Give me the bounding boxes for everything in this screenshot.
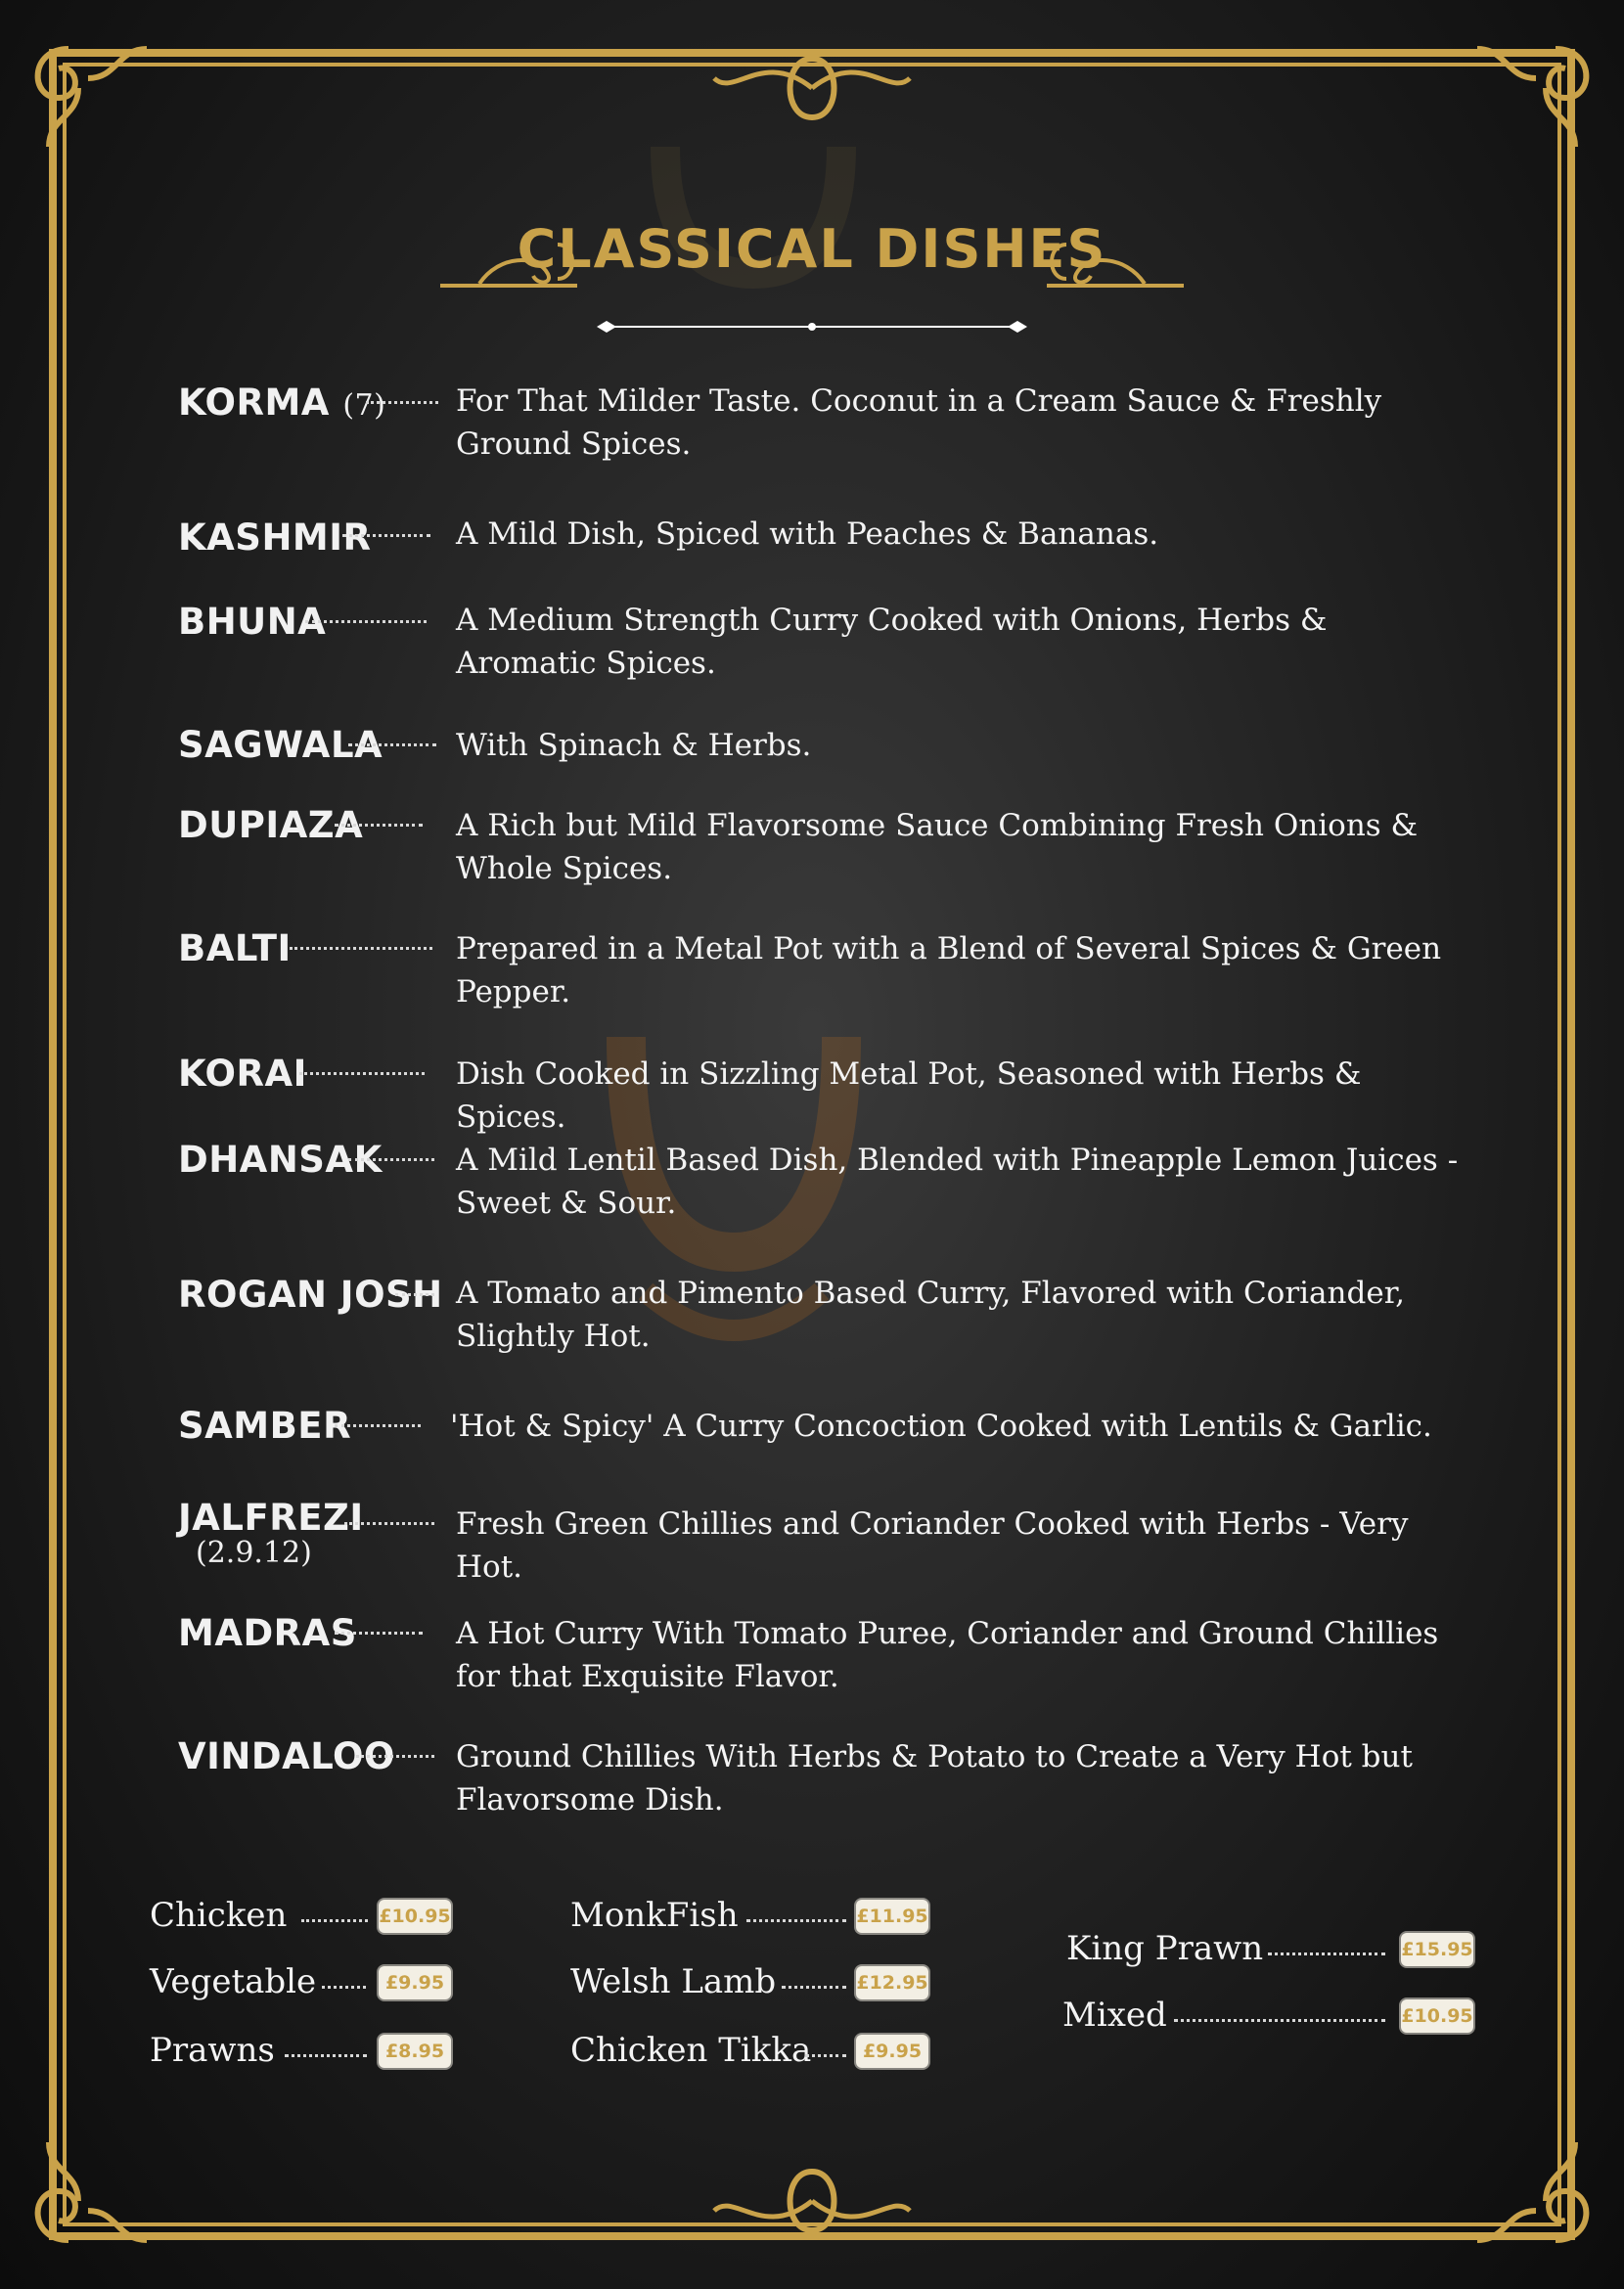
dish-name: SAGWALA <box>178 724 383 766</box>
dot-leader <box>348 1158 434 1161</box>
price-badge: £15.95 <box>1401 1933 1473 1966</box>
dot-leader <box>782 1986 846 1989</box>
corner-flourish-bottom-right <box>1467 2132 1604 2269</box>
bottom-center-flourish <box>704 2142 920 2250</box>
dish-name: JALFREZI <box>178 1497 364 1539</box>
price-item-king-prawn <box>1066 1929 1477 1978</box>
dot-leader <box>366 401 438 404</box>
dish-description: With Spinach & Herbs. <box>456 728 812 763</box>
price-item-chicken-tikka <box>570 2031 934 2080</box>
page-title: CLASSICAL DISHES <box>517 218 1107 280</box>
price-badge: £9.95 <box>379 1966 451 1999</box>
dish-name: BALTI <box>178 927 292 969</box>
price-badge: £10.95 <box>379 1900 451 1933</box>
price-label: Welsh Lamb <box>570 1962 777 2001</box>
dot-leader <box>335 1632 423 1635</box>
price-badge: £8.95 <box>379 2035 451 2068</box>
top-center-flourish <box>704 39 920 147</box>
corner-flourish-bottom-left <box>20 2132 157 2269</box>
dish-name: DHANSAK <box>178 1139 383 1181</box>
dish-description: A Hot Curry With Tomato Puree, Coriander and Ground Chillies for that Exquisite Flavor. <box>456 1616 1439 1694</box>
dish-description: A Tomato and Pimento Based Curry, Flavored with Coriander, Slightly Hot. <box>456 1276 1405 1354</box>
price-label: Chicken <box>150 1896 288 1935</box>
price-label: Vegetable <box>150 1962 317 2001</box>
dish-name: VINDALOO <box>178 1735 395 1777</box>
dot-leader <box>1268 1952 1385 1955</box>
dish-name: SAMBER <box>178 1405 352 1447</box>
price-item-chicken <box>150 1896 455 1945</box>
dish-description: Prepared in a Metal Pot with a Blend of Several Spices & Green Pepper. <box>456 931 1442 1010</box>
dish-name: KORMA <box>178 382 330 424</box>
dot-leader <box>342 534 430 537</box>
dish-name: BHUNA <box>178 601 327 643</box>
dot-leader <box>335 1424 421 1427</box>
price-label: King Prawn <box>1066 1929 1264 1968</box>
dot-leader <box>305 620 427 623</box>
dot-leader <box>1174 2019 1385 2022</box>
title-flourish-right <box>1037 225 1184 293</box>
dot-leader <box>356 1755 434 1758</box>
dish-name: ROGAN JOSH <box>178 1274 443 1316</box>
dot-leader <box>348 743 436 746</box>
price-badge: £9.95 <box>856 2035 928 2068</box>
corner-flourish-top-right <box>1467 20 1604 157</box>
price-badge: £10.95 <box>1401 1999 1473 2033</box>
dot-leader <box>344 1522 434 1525</box>
price-item-monkfish <box>570 1896 934 1945</box>
price-item-mixed <box>1062 1996 1477 2044</box>
title-block <box>440 205 1184 342</box>
dot-leader <box>395 1293 434 1296</box>
price-label: MonkFish <box>570 1896 739 1935</box>
dot-leader <box>299 1072 425 1075</box>
price-item-vegetable <box>150 1962 455 2011</box>
dish-description: A Mild Lentil Based Dish, Blended with Pineapple Lemon Juices - Sweet & Sour. <box>456 1143 1459 1221</box>
price-badge: £12.95 <box>856 1966 928 1999</box>
price-label: Chicken Tikka <box>570 2031 812 2070</box>
dish-number: (7) <box>342 388 386 423</box>
dish-description: 'Hot & Spicy' A Curry Concoction Cooked with Lentils & Garlic. <box>450 1409 1432 1444</box>
dot-leader <box>746 1919 846 1922</box>
dot-leader <box>301 1919 368 1922</box>
dish-description: For That Milder Taste. Coconut in a Cream Sauce & Freshly Ground Spices. <box>456 383 1382 462</box>
dish-description: Ground Chillies With Herbs & Potato to Create a Very Hot but Flavorsome Dish. <box>456 1739 1413 1818</box>
price-badge: £11.95 <box>856 1900 928 1933</box>
dish-name: DUPIAZA <box>178 804 364 846</box>
dot-leader <box>285 2054 367 2057</box>
dot-leader <box>290 947 432 950</box>
title-divider <box>597 315 1027 338</box>
price-item-welsh-lamb <box>570 1962 934 2011</box>
price-item-prawns <box>150 2031 455 2080</box>
dot-leader <box>322 1986 366 1989</box>
dot-leader <box>805 2054 846 2057</box>
price-label: Mixed <box>1062 1996 1167 2035</box>
dish-description: A Mild Dish, Spiced with Peaches & Bananas. <box>456 516 1159 552</box>
dish-name: MADRAS <box>178 1612 357 1654</box>
dish-description: Fresh Green Chillies and Coriander Cooked with Herbs - Very Hot. <box>456 1506 1409 1585</box>
dish-name: KORAI <box>178 1053 307 1095</box>
dish-description: Dish Cooked in Sizzling Metal Pot, Seasoned with Herbs & Spices. <box>456 1056 1362 1135</box>
dish-number: (2.9.12) <box>196 1536 312 1570</box>
dot-leader <box>335 824 423 827</box>
price-label: Prawns <box>150 2031 275 2070</box>
dish-name: KASHMIR <box>178 516 372 559</box>
corner-flourish-top-left <box>20 20 157 157</box>
dish-description: A Medium Strength Curry Cooked with Onions, Herbs & Aromatic Spices. <box>456 603 1328 681</box>
dish-description: A Rich but Mild Flavorsome Sauce Combining Fresh Onions & Whole Spices. <box>456 808 1419 886</box>
